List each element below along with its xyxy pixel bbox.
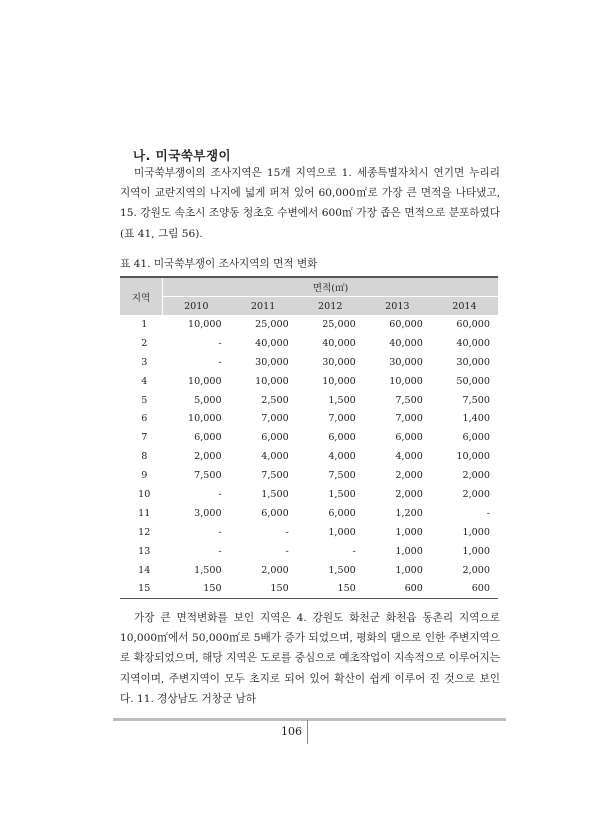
region-id-cell: 2: [141, 337, 148, 349]
area-value-cell: 150: [297, 579, 364, 598]
area-value-cell: 6,000: [194, 432, 222, 444]
region-id-cell: 5: [141, 394, 148, 406]
table-caption: 표 41. 미국쑥부쟁이 조사지역의 면적 변화: [120, 258, 318, 270]
year-header: 2012: [297, 297, 364, 316]
table-row: [120, 447, 498, 466]
year-header-row: [120, 297, 498, 316]
area-value-cell: 1,200: [395, 507, 423, 519]
area-value-cell: 50,000: [456, 375, 490, 387]
area-value-cell: -: [285, 545, 289, 557]
paragraph-intro: 미국쑥부쟁이의 조사지역은 15개 지역으로 1. 세종특별자치시 연기면 누리리 지역이 교란지역의 나지에 넓게 퍼져 있어 60,000㎡로 가장 큰 면적을 나타냈고, 15. 강원도 속초시 조양동 청초호 수변에서 600㎡ 가장 좁은 면적으로 분포하였다(표 41, 그림 56).: [120, 167, 500, 240]
footer-divider: [307, 720, 308, 744]
area-value-cell: -: [218, 526, 222, 538]
area-value-cell: 7,000: [395, 413, 423, 425]
table-row: [120, 504, 498, 523]
area-value-cell: 150: [230, 579, 297, 598]
region-id-cell: 4: [141, 375, 148, 387]
footer-bar: [113, 718, 506, 723]
region-id-cell: 8: [141, 451, 148, 463]
region-id-cell: 9: [141, 470, 148, 482]
area-value-cell: 30,000: [389, 356, 423, 368]
region-id-cell: 12: [138, 526, 151, 538]
table-row: [120, 353, 498, 372]
area-value-cell: 30,000: [322, 356, 356, 368]
area-value-cell: 1,500: [328, 564, 356, 576]
table-header-row: [120, 277, 498, 297]
area-value-cell: 1,000: [395, 526, 423, 538]
area-value-cell: 25,000: [322, 318, 356, 330]
area-value-cell: 1,000: [395, 564, 423, 576]
region-id-cell: 3: [141, 356, 148, 368]
area-value-cell: 5,000: [194, 394, 222, 406]
table-row: [120, 391, 498, 410]
region-id-cell: 15: [120, 579, 163, 598]
area-value-cell: 10,000: [389, 375, 423, 387]
area-value-cell: 40,000: [255, 337, 289, 349]
page-number: 106: [281, 725, 302, 738]
area-value-cell: 40,000: [389, 337, 423, 349]
area-value-cell: 600: [431, 579, 498, 598]
area-value-cell: -: [486, 507, 490, 519]
area-value-cell: 10,000: [255, 375, 289, 387]
area-column-header: 면적(㎡): [163, 277, 499, 297]
area-value-cell: 6,000: [328, 507, 356, 519]
table-row: [120, 315, 498, 334]
area-value-cell: 2,000: [462, 488, 490, 500]
table-row: [120, 485, 498, 504]
table-row: [120, 542, 498, 561]
area-value-cell: 10,000: [188, 375, 222, 387]
area-value-cell: 6,000: [261, 507, 289, 519]
region-id-cell: 11: [138, 507, 151, 519]
year-header: 2014: [431, 297, 498, 316]
region-id-cell: 1: [141, 318, 148, 330]
area-value-cell: 1,400: [462, 413, 490, 425]
area-value-cell: 7,500: [194, 470, 222, 482]
area-value-cell: -: [218, 545, 222, 557]
paragraph-analysis: 가장 큰 면적변화를 보인 지역은 4. 강원도 화천군 화천읍 동촌리 지역으로 10,000㎡에서 50,000㎡로 5배가 증가 되었으며, 평화의 댐으로 인한 주변지역으로 확장되었으며, 해당 지역은 도로를 중심으로 예초작업이 지속적으로 이루어지는 지역이며, 주변지역이 모두 초지로 되어 있어 확산이 쉽게 이루어 진 것으로 보인다. 11. 경상남도 거창군 남하: [120, 612, 500, 705]
area-value-cell: 60,000: [389, 318, 423, 330]
area-value-cell: 6,000: [328, 432, 356, 444]
area-value-cell: 7,500: [462, 394, 490, 406]
area-value-cell: 6,000: [395, 432, 423, 444]
area-value-cell: 600: [364, 579, 431, 598]
area-value-cell: 1,500: [194, 564, 222, 576]
section-title: 나. 미국쑥부쟁이: [133, 148, 232, 163]
area-value-cell: 30,000: [255, 356, 289, 368]
area-value-cell: 60,000: [456, 318, 490, 330]
area-value-cell: 10,000: [456, 451, 490, 463]
area-value-cell: 7,500: [395, 394, 423, 406]
area-value-cell: 10,000: [188, 413, 222, 425]
area-value-cell: 2,000: [462, 470, 490, 482]
table-row: [120, 466, 498, 485]
year-header: 2010: [163, 297, 230, 316]
table-row: [120, 523, 498, 542]
area-value-cell: 2,000: [462, 564, 490, 576]
area-value-cell: 1,000: [462, 545, 490, 557]
area-value-cell: 7,500: [328, 470, 356, 482]
region-id-cell: 13: [138, 545, 151, 557]
area-value-cell: 6,000: [462, 432, 490, 444]
area-value-cell: 1,500: [328, 488, 356, 500]
area-value-cell: -: [218, 488, 222, 500]
table-row: [120, 428, 498, 447]
area-value-cell: 30,000: [456, 356, 490, 368]
table-row: [120, 409, 498, 428]
area-value-cell: 3,000: [194, 507, 222, 519]
area-value-cell: -: [352, 545, 356, 557]
table-body: [120, 315, 498, 599]
area-value-cell: 40,000: [456, 337, 490, 349]
area-value-cell: 10,000: [188, 318, 222, 330]
area-value-cell: -: [218, 356, 222, 368]
area-value-cell: 10,000: [322, 375, 356, 387]
table-row: [120, 579, 498, 598]
area-value-cell: 1,000: [462, 526, 490, 538]
area-value-cell: 4,000: [328, 451, 356, 463]
area-value-cell: 1,500: [328, 394, 356, 406]
region-column-header: 지역: [120, 277, 163, 315]
year-header: 2013: [364, 297, 431, 316]
area-value-cell: 2,000: [194, 451, 222, 463]
area-value-cell: 25,000: [255, 318, 289, 330]
area-value-cell: 2,000: [395, 488, 423, 500]
area-value-cell: 7,000: [261, 413, 289, 425]
region-id-cell: 10: [138, 488, 151, 500]
region-id-cell: 14: [138, 564, 151, 576]
area-value-cell: 2,000: [261, 564, 289, 576]
area-value-cell: 1,500: [261, 488, 289, 500]
area-value-cell: 7,500: [261, 470, 289, 482]
area-value-cell: 4,000: [395, 451, 423, 463]
region-id-cell: 7: [141, 432, 148, 444]
region-id-cell: 6: [141, 413, 148, 425]
area-value-cell: 7,000: [328, 413, 356, 425]
area-value-cell: 1,000: [328, 526, 356, 538]
year-header: 2011: [230, 297, 297, 316]
area-value-cell: -: [285, 526, 289, 538]
area-value-cell: 40,000: [322, 337, 356, 349]
area-value-cell: 6,000: [261, 432, 289, 444]
area-table: [120, 276, 498, 599]
area-value-cell: 1,000: [395, 545, 423, 557]
area-value-cell: 2,500: [261, 394, 289, 406]
area-value-cell: 150: [163, 579, 230, 598]
table-row: [120, 561, 498, 580]
area-value-cell: 4,000: [261, 451, 289, 463]
area-value-cell: 2,000: [395, 470, 423, 482]
area-value-cell: -: [218, 337, 222, 349]
table-row: [120, 372, 498, 391]
table-row: [120, 334, 498, 353]
